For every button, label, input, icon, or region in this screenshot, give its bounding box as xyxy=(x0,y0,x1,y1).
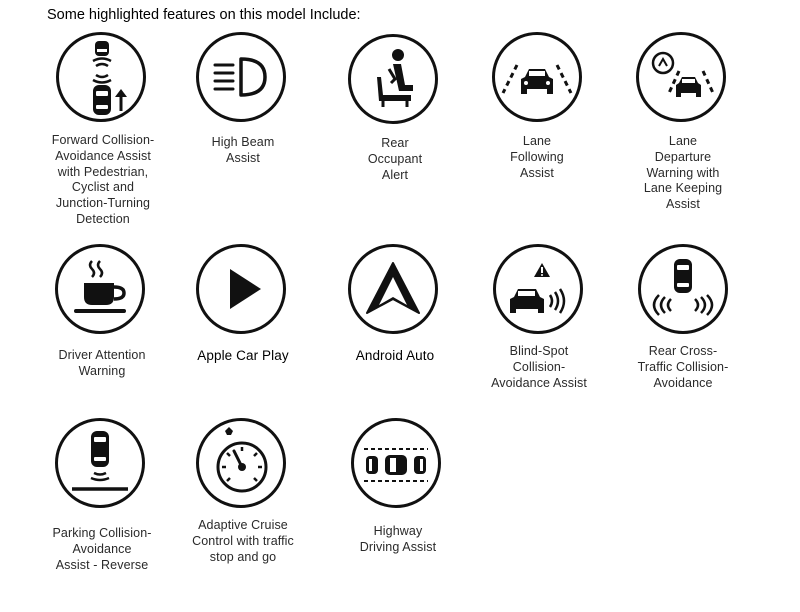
high-beam-icon xyxy=(196,32,286,122)
apple-carplay-icon xyxy=(196,244,286,334)
feature-label: Apple Car Play xyxy=(197,348,289,363)
parking-collision-icon xyxy=(55,418,145,508)
android-auto-icon xyxy=(348,244,438,334)
driver-attention-icon xyxy=(55,244,145,334)
lane-keeping-icon xyxy=(636,32,726,122)
adaptive-cruise-icon xyxy=(196,418,286,508)
page-heading: Some highlighted features on this model Include: xyxy=(47,7,361,23)
feature-label: High Beam Assist xyxy=(211,135,275,165)
lane-following-icon xyxy=(492,32,582,122)
feature-label: Blind-Spot Collision- Avoidance Assist xyxy=(491,344,587,390)
highway-driving-icon xyxy=(351,418,441,508)
feature-label: Forward Collision- Avoidance Assist with Pedestrian, Cyclist and Junction-Turning Detection xyxy=(51,133,155,226)
forward-collision-icon xyxy=(56,32,146,122)
feature-label: Driver Attention Warning xyxy=(58,348,146,378)
feature-label: Lane Departure Warning with Lane Keeping Assist xyxy=(643,134,723,212)
feature-label: Rear Cross- Traffic Collision- Avoidance xyxy=(637,344,729,390)
feature-label: Adaptive Cruise Control with traffic stop and go xyxy=(192,518,294,564)
feature-label: Highway Driving Assist xyxy=(359,524,437,554)
feature-label: Parking Collision- Avoidance Assist - Reverse xyxy=(52,526,152,572)
feature-label: Lane Following Assist xyxy=(510,134,564,180)
blind-spot-icon xyxy=(493,244,583,334)
feature-label: Android Auto xyxy=(355,348,435,363)
rear-cross-traffic-icon xyxy=(638,244,728,334)
rear-occupant-icon xyxy=(348,34,438,124)
feature-label: Rear Occupant Alert xyxy=(367,136,423,182)
